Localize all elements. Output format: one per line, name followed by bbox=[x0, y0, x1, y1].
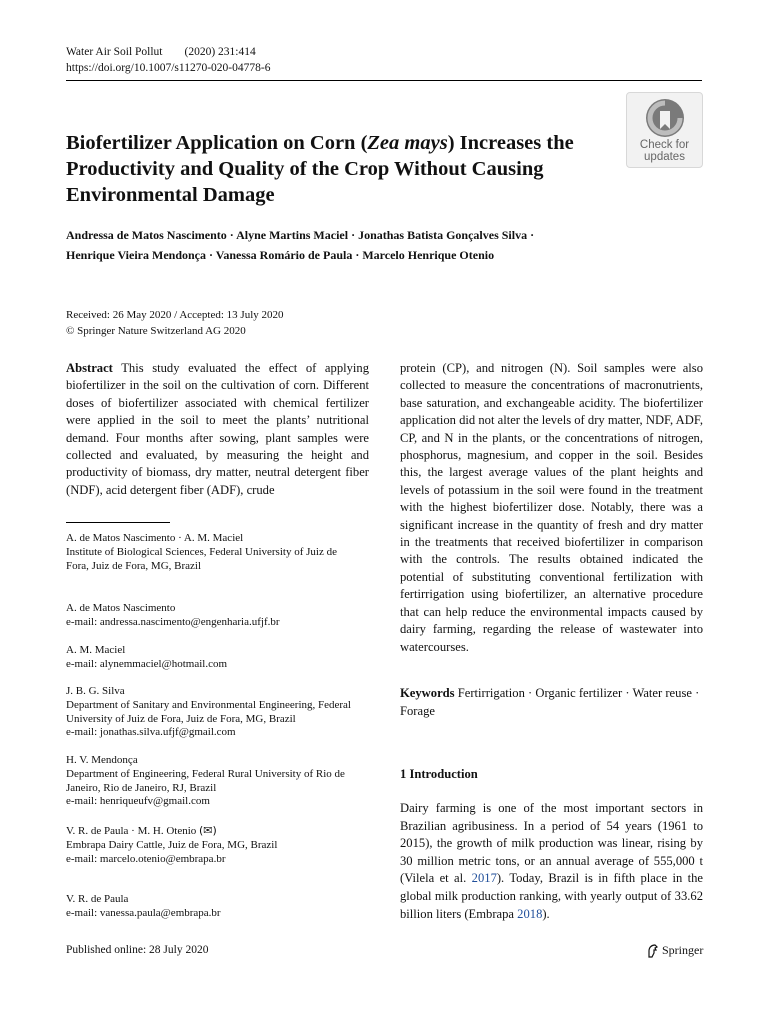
abstract-label: Abstract bbox=[66, 361, 113, 375]
affiliation-block: V. R. de Paula e-mail: vanessa.paula@embrapa.br bbox=[66, 893, 369, 921]
publisher-name: Springer bbox=[662, 943, 704, 957]
keywords-text: Fertirrigation · Organic fertilizer · Water reuse · Forage bbox=[400, 686, 700, 718]
check-updates-icon bbox=[644, 97, 686, 139]
email-link[interactable]: e-mail: alynemmaciel@hotmail.com bbox=[66, 657, 228, 670]
paper-title: Biofertilizer Application on Corn (Zea mays) Increases the Productivity and Quality of the Crop Without Causing Environmental Damage bbox=[66, 132, 574, 206]
affiliation-block: H. V. Mendonça Department of Engineering, Federal Rural University of Rio de Janeiro, Rio de Janeiro, RJ, Brazil e-mail: henriqueufv@gmail.com bbox=[66, 754, 369, 809]
keywords-label: Keywords bbox=[400, 686, 455, 700]
badge-label: Check for updates bbox=[639, 139, 690, 163]
abstract-left-column bbox=[66, 360, 369, 499]
email-link[interactable]: e-mail: andressa.nascimento@engenharia.ufjf.br bbox=[66, 615, 280, 628]
email-link[interactable]: e-mail: vanessa.paula@embrapa.br bbox=[66, 906, 221, 919]
abstract-text-right: protein (CP), and nitrogen (N). Soil samples were also collected to measure the concentrations of macronutrients, base saturation, and exchangeable acidity. The biofertilizer application did not alter the levels of dry matter, NDF, ADF, CP, and N in the plants, or the concentrations of nitrogen, phosphorus, magnesium, and copper in the soil. Besides this, the largest average values of the plant heights and levels of potassium in the soil were found in the treatment with the highest biofertilizer dose. Notably, there was a significant increase in the quantity of fresh and dry matter in the treatments that received biofertilizer in comparison with the controls. The results obtained indicated the potential of substituting conventional fertilization with fertirrigation using biofertilizer, an alternative procedure that can help reduce the environmental impacts caused by dairy farming, regarding the release of wastewater into watercourses. bbox=[400, 361, 703, 654]
author-list: Andressa de Matos Nascimento · Alyne Martins Maciel · Jonathas Batista Gonçalves Silva · Henrique Vieira Mendonça · Vanessa Romário de Paula · Marcelo Henrique Otenio bbox=[66, 228, 535, 262]
affiliation-block: V. R. de Paula · M. H. Otenio (✉) Embrapa Dairy Cattle, Juiz de Fora, MG, Brazil e-mail: marcelo.otenio@embrapa.br bbox=[66, 824, 369, 866]
doi-link[interactable]: https://doi.org/10.1007/s11270-020-04778-6 bbox=[66, 62, 271, 74]
affiliation-block: J. B. G. Silva Department of Sanitary and Environmental Engineering, Federal University of Juiz de Fora, Juiz de Fora, MG, Brazil e-mail: jonathas.silva.ufjf@gmail.com bbox=[66, 685, 369, 740]
email-link[interactable]: e-mail: jonathas.silva.ufjf@gmail.com bbox=[66, 726, 236, 739]
article-dates bbox=[66, 307, 284, 339]
affiliation-block: A. de Matos Nascimento e-mail: andressa.nascimento@engenharia.ufjf.br bbox=[66, 602, 369, 630]
keywords bbox=[400, 684, 703, 720]
springer-logo bbox=[646, 943, 703, 958]
springer-horse-icon bbox=[646, 944, 659, 958]
abstract-text-left: This study evaluated the effect of applying biofertilizer in the soil on the cultivation of corn. Different doses of biofertilizer associated with chemical fertilizer were applied in the soil to meet the plants’ nutritional demand. Four months after sowing, plant samples were collected and evaluated, by measuring the height and productivity of biomass, dry matter, neutral detergent fiber (NDF), acid detergent fiber (ADF), crude bbox=[66, 361, 370, 497]
published-online: Published online: 28 July 2020 bbox=[66, 944, 209, 956]
check-for-updates-badge[interactable] bbox=[626, 92, 703, 168]
citation-link[interactable]: 2018 bbox=[517, 906, 543, 921]
received-accepted: Received: 26 May 2020 / Accepted: 13 July 2020 bbox=[66, 309, 284, 321]
header-rule bbox=[66, 80, 702, 81]
section-heading-introduction: 1 Introduction bbox=[400, 767, 478, 781]
envelope-icon[interactable]: (✉) bbox=[199, 824, 217, 837]
journal-header bbox=[66, 44, 270, 76]
email-link[interactable]: e-mail: marcelo.otenio@embrapa.br bbox=[66, 852, 226, 865]
title-italic: Zea mays bbox=[367, 132, 448, 154]
journal-volume: (2020) 231:414 bbox=[184, 46, 256, 58]
email-link[interactable]: e-mail: henriqueufv@gmail.com bbox=[66, 795, 210, 808]
introduction-text: Dairy farming is one of the most important sectors in Brazilian agribusiness. In a period of 54 years (1961 to 2015), the growth of milk production was linear, rising by 30 million metric tons, or an annual average of 555,000 t (Vilela et al. 2017). Today, Brazil is in fifth place in the global milk production ranking, with yearly output of 33.62 billion liters (Embrapa 2018). bbox=[400, 801, 703, 921]
journal-name: Water Air Soil Pollut bbox=[66, 46, 163, 58]
affiliation-block: A. M. Maciel e-mail: alynemmaciel@hotmail.com bbox=[66, 644, 369, 672]
affiliation-rule bbox=[66, 522, 170, 523]
copyright: © Springer Nature Switzerland AG 2020 bbox=[66, 325, 246, 337]
citation-link[interactable]: 2017 bbox=[471, 871, 497, 886]
affiliation-block: A. de Matos Nascimento · A. M. Maciel Institute of Biological Sciences, Federal University of Juiz de Fora, Juiz de Fora, MG, Brazil bbox=[66, 532, 337, 572]
abstract-right-column bbox=[400, 360, 703, 656]
